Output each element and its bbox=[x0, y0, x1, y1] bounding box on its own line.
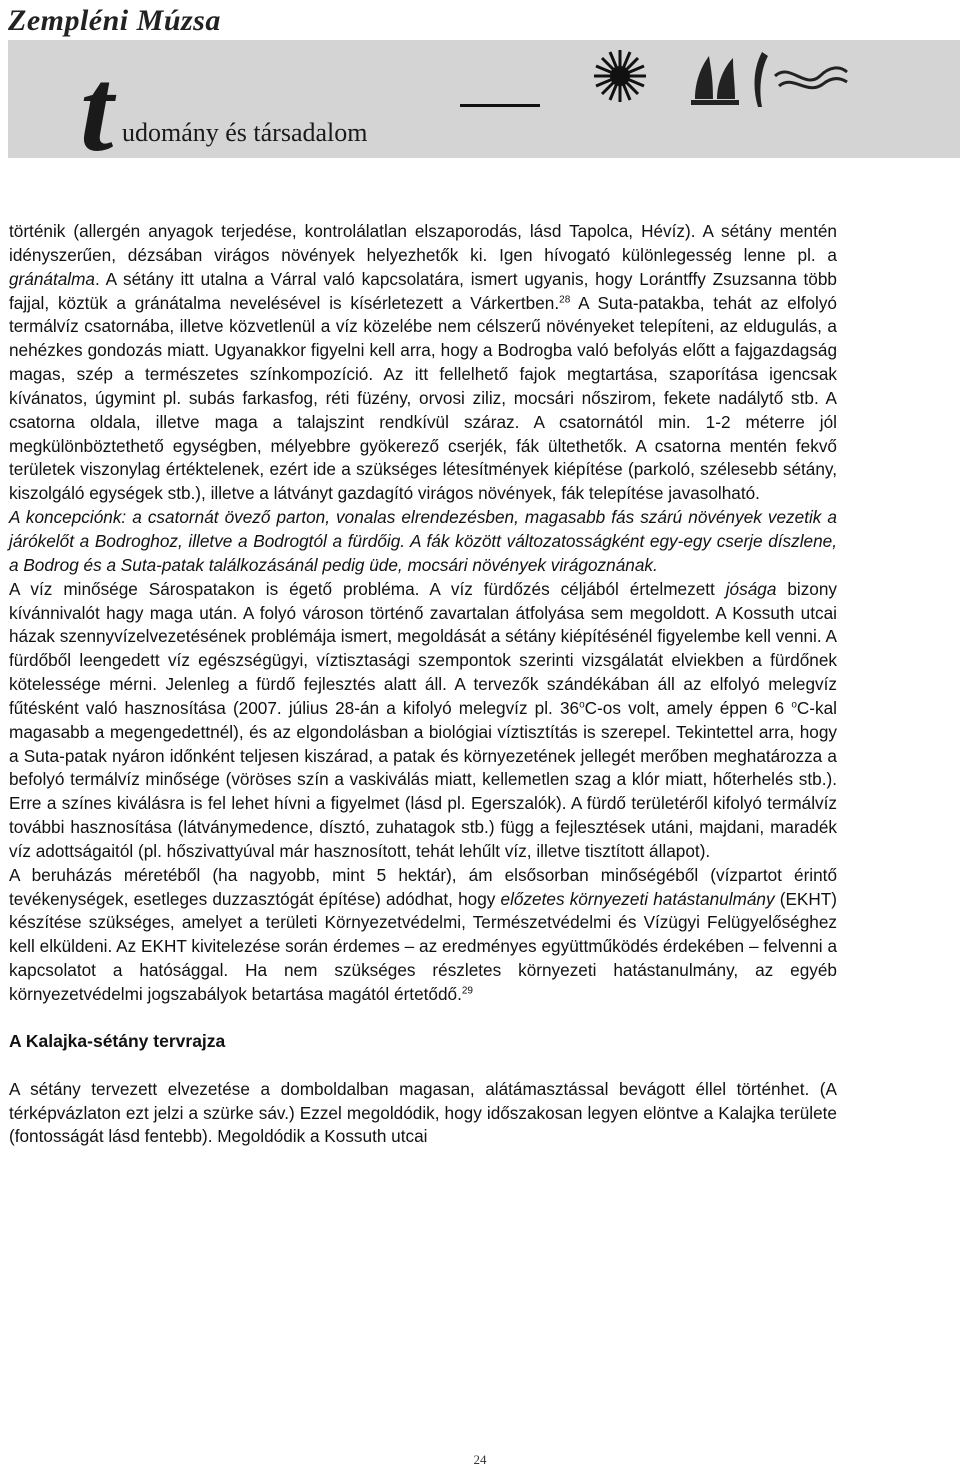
footnote-ref-28: 28 bbox=[559, 293, 571, 305]
tulip-ornament-icon bbox=[691, 56, 739, 105]
article-body bbox=[9, 220, 837, 1149]
header-ornaments bbox=[560, 44, 850, 114]
section-initial-letter: t bbox=[80, 43, 114, 176]
journal-title: Zempléni Múzsa bbox=[8, 4, 221, 37]
subheading: A Kalajka-sétány tervrajza bbox=[9, 1030, 226, 1051]
paragraph: A víz minősége Sárospatakon is égető probléma. A víz fürdőzés céljából értelmezett jósága bizony kívánnivalót hagy maga után. A folyó városon történő zavartalan átfolyása sem megoldott. A Kossuth utcai házak szennyvízelvezetésének problémája ismert, megoldását a sétány kiépítésénél figyelembe kell venni. A fürdőből leengedett víz egészségügyi, víztisztasági szempontok szerinti vizsgálatát elviekben a fürdőnek kötelessége mérni. Jelenleg a fürdő fejlesztés alatt áll. A tervezők szándékában áll az elfolyó melegvíz fűtésként való hasznosítása (2007. július 28-án a kifolyó melegvíz pl. 36$^o$C-os volt, amely éppen 6 $^o$C-kal magasabb a megengedettnél), és az elgondolásban a biológiai víztisztítás is szerepel. Tekintettel arra, hogy a Suta-patak nyáron időnként teljesen kiszárad, a patak és környezetének jellegét merőben meghatározza a befolyó termálvíz minősége (vöröses szín a vaskiválás miatt, kellemetlen szag a klór miatt, hőterhelés stb.). Erre a színes kiválásra is fel lehet hívni a figyelmet (lásd pl. Egerszalók). A fürdő területéről kifolyó termálvíz további hasznosítása (látványmedence, dísztó, zuhatagok stb.) függ a fejlesztések utáni, majdani, maradék víz adottságaitól (pl. hőszivattyúval már hasznosított, tehát lehűlt víz, illetve tisztított állapot). bbox=[9, 578, 837, 861]
paragraph: A sétány tervezett elvezetése a domboldalban magasan, alátámasztással bevágott éllel történhet. (A térképvázlaton ezt jelzi a szürke sáv.) Ezzel megoldódik, hogy időszakosan legyen elöntve a Kalajka területe (fontosságát lásd fentebb). Megoldódik a Kossuth utcai bbox=[9, 1078, 837, 1147]
paragraph-concept: A koncepciónk: a csatornát övező parton, vonalas elrendezésben, magasabb fás szárú növények vezetik a járókelőt a Bodroghoz, illetve a Bodrogtól a fürdőig. A fák között változatosságként egy-egy cserje díszlene, a Bodrog és a Suta-patak találkozásánál pedig üde, mocsári növények virágoznának. bbox=[9, 507, 837, 575]
section-title: udomány és társadalom bbox=[122, 118, 368, 147]
sun-ornament-icon bbox=[594, 50, 646, 102]
footnote-ref-29: 29 bbox=[461, 985, 473, 997]
paragraph: A beruházás méretéből (ha nagyobb, mint 5 hektár), ám elsősorban minőségéből (vízpartot érintő tevékenységek, esetleges duzzasztógát építése) adódhat, hogy előzetes környezeti hatástanulmány (EKHT) készítése szükséges, amelyet a területi Környezetvédelmi, Természetvédelmi és Vízügyi Felügyelőséghez kell elküldeni. Az EKHT kivitelezése során érdemes – az eredményes együttműködés érdekében – felvenni a kapcsolatot a hatósággal. Ha nem szükséges részletes környezeti hatástanulmány, az egyéb környezetvédelmi jogszabályok betartása magától értetődő.$^{29}$ bbox=[9, 864, 838, 1004]
decorative-rule bbox=[460, 104, 540, 107]
paragraph: történik (allergén anyagok terjedése, kontrolálatlan elszaporodás, lásd Tapolca, Hévíz). A sétány mentén idényszerűen, dézsában virágos növények helyezhetők ki. Igen hívogató különlegesség lenne pl. a gránátalma. A sétány itt utalna a Várral való kapcsolatára, ismert ugyanis, hogy Lorántffy Zsuzsanna több fajjal, köztük a gránátalma nevelésével is kísérletezett a Várkertben.$^{28}$ A Suta-patakba, tehát az elfolyó termálvíz csatornába, illetve közvetlenül a víz közelébe nem célszerű növényeket telepíteni, az eldugulás, a nehézkes gondozás miatt. Ugyanakkor figyelni kell arra, hogy a Bodrogba való befolyás előtt a fajgazdagság magas, szép a természetes színkompozíció. Az itt fellelhető fajok megtartása, szaporítása igencsak kívánatos, úgymint pl. subás farkasfog, réti füzény, orvosi ziliz, mocsári nőszirom, fekete nadálytő stb. A csatorna oldala, illetve maga a talajszint rendkívül száraz. A csatornától min. 1-2 méterre jól megkülönböztethető egységben, mélyebbre gyökerező cserjék, fák ültethetők. A csatorna mentén fekvő területek viszonylag értéktelenek, ezért ide a szükséges létesítmények kiépítése (parkoló, szélesebb sétány, kiszolgáló egységek stb.), illetve a látványt gazdagító virágos növények, fák telepítése javasolható. bbox=[9, 221, 837, 504]
page-number: 24 bbox=[473, 1452, 487, 1467]
feather-ornament-icon bbox=[755, 52, 768, 107]
swirl-ornament-icon bbox=[775, 68, 847, 88]
